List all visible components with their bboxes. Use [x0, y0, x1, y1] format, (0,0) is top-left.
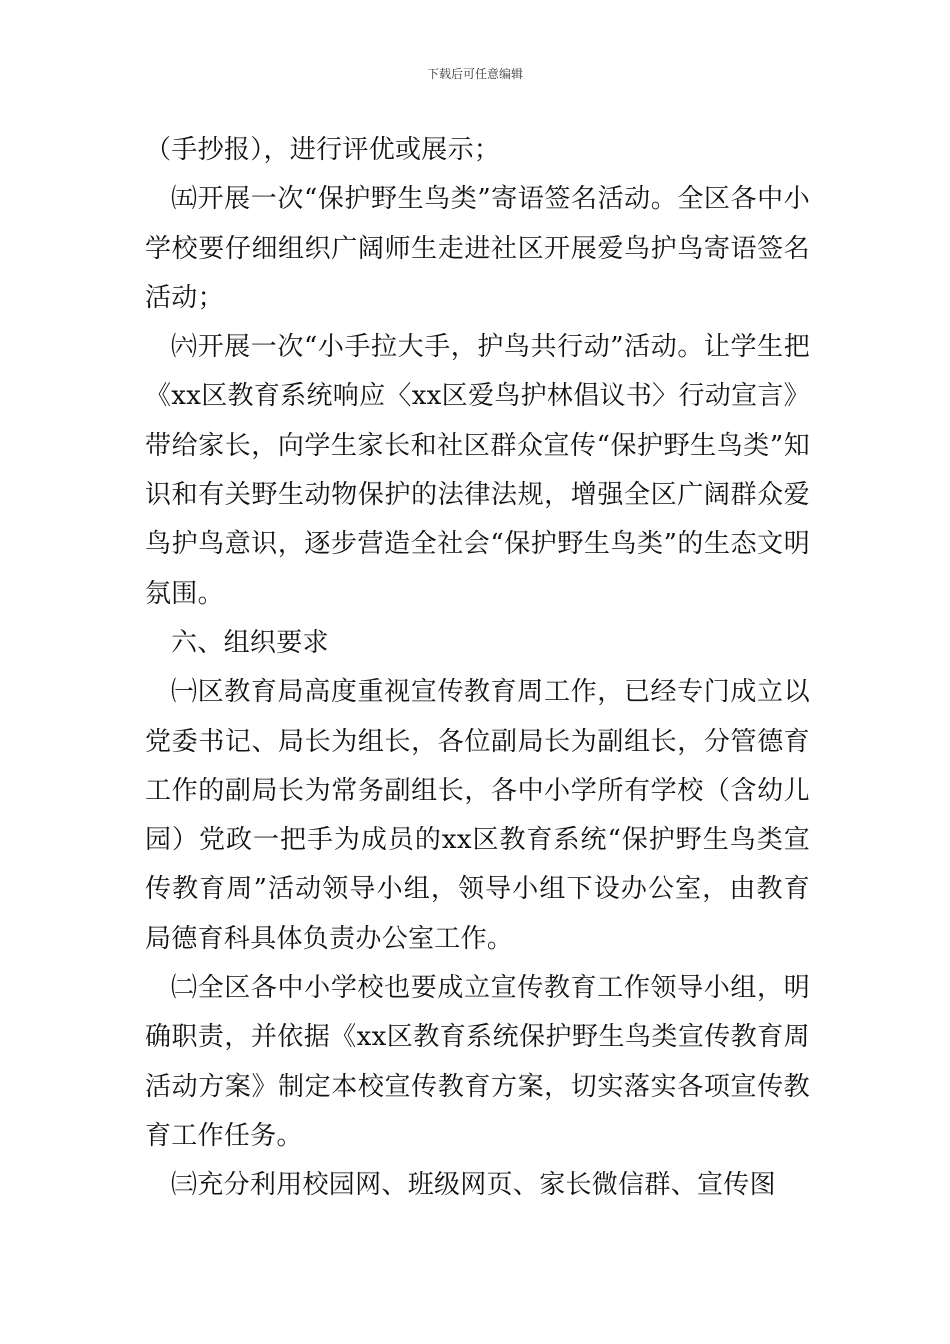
document-body — [145, 126, 810, 1211]
page-header: 下载后可任意编辑 — [426, 67, 523, 81]
paragraph-requirement-1: ㈠区教育局高度重视宣传教育周工作，已经专门成立以党委书记、局长为组长，各位副局长为副组长，分管德育工作的副局长为常务副组长，各中小学所有学校（含幼儿园）党政一把手为成员的xx区教育系统“保护野生鸟类宣传教育周”活动领导小组，领导小组下设办公室，由教育局德育科具体负责办公室工作。 — [145, 677, 810, 954]
paragraph-item-5: ㈤开展一次“保护野生鸟类”寄语签名活动。全区各中小学校要仔细组织广阔师生走进社区开展爱鸟护鸟寄语签名活动； — [145, 184, 810, 313]
paragraph-requirement-2: ㈡全区各中小学校也要成立宣传教育工作领导小组，明确职责，并依据《xx区教育系统保护野生鸟类宣传教育周活动方案》制定本校宣传教育方案，切实落实各项宣传教育工作任务。 — [145, 973, 810, 1151]
paragraph-continuation: （手抄报），进行评优或展示； — [145, 135, 501, 165]
paragraph-item-6: ㈥开展一次“小手拉大手，护鸟共行动”活动。让学生把《xx区教育系统响应〈xx区爱鸟护林倡议书〉行动宣言》带给家长，向学生家长和社区群众宣传“保护野生鸟类”知识和有关野生动物保护的法律法规，增强全区广阔群众爱鸟护鸟意识，逐步营造全社会“保护野生鸟类”的生态文明氛围。 — [145, 332, 810, 609]
section-heading: 六、组织要求 — [171, 627, 329, 658]
paragraph-requirement-3: ㈢充分利用校园网、班级网页、家长微信群、宣传图 — [171, 1170, 776, 1201]
